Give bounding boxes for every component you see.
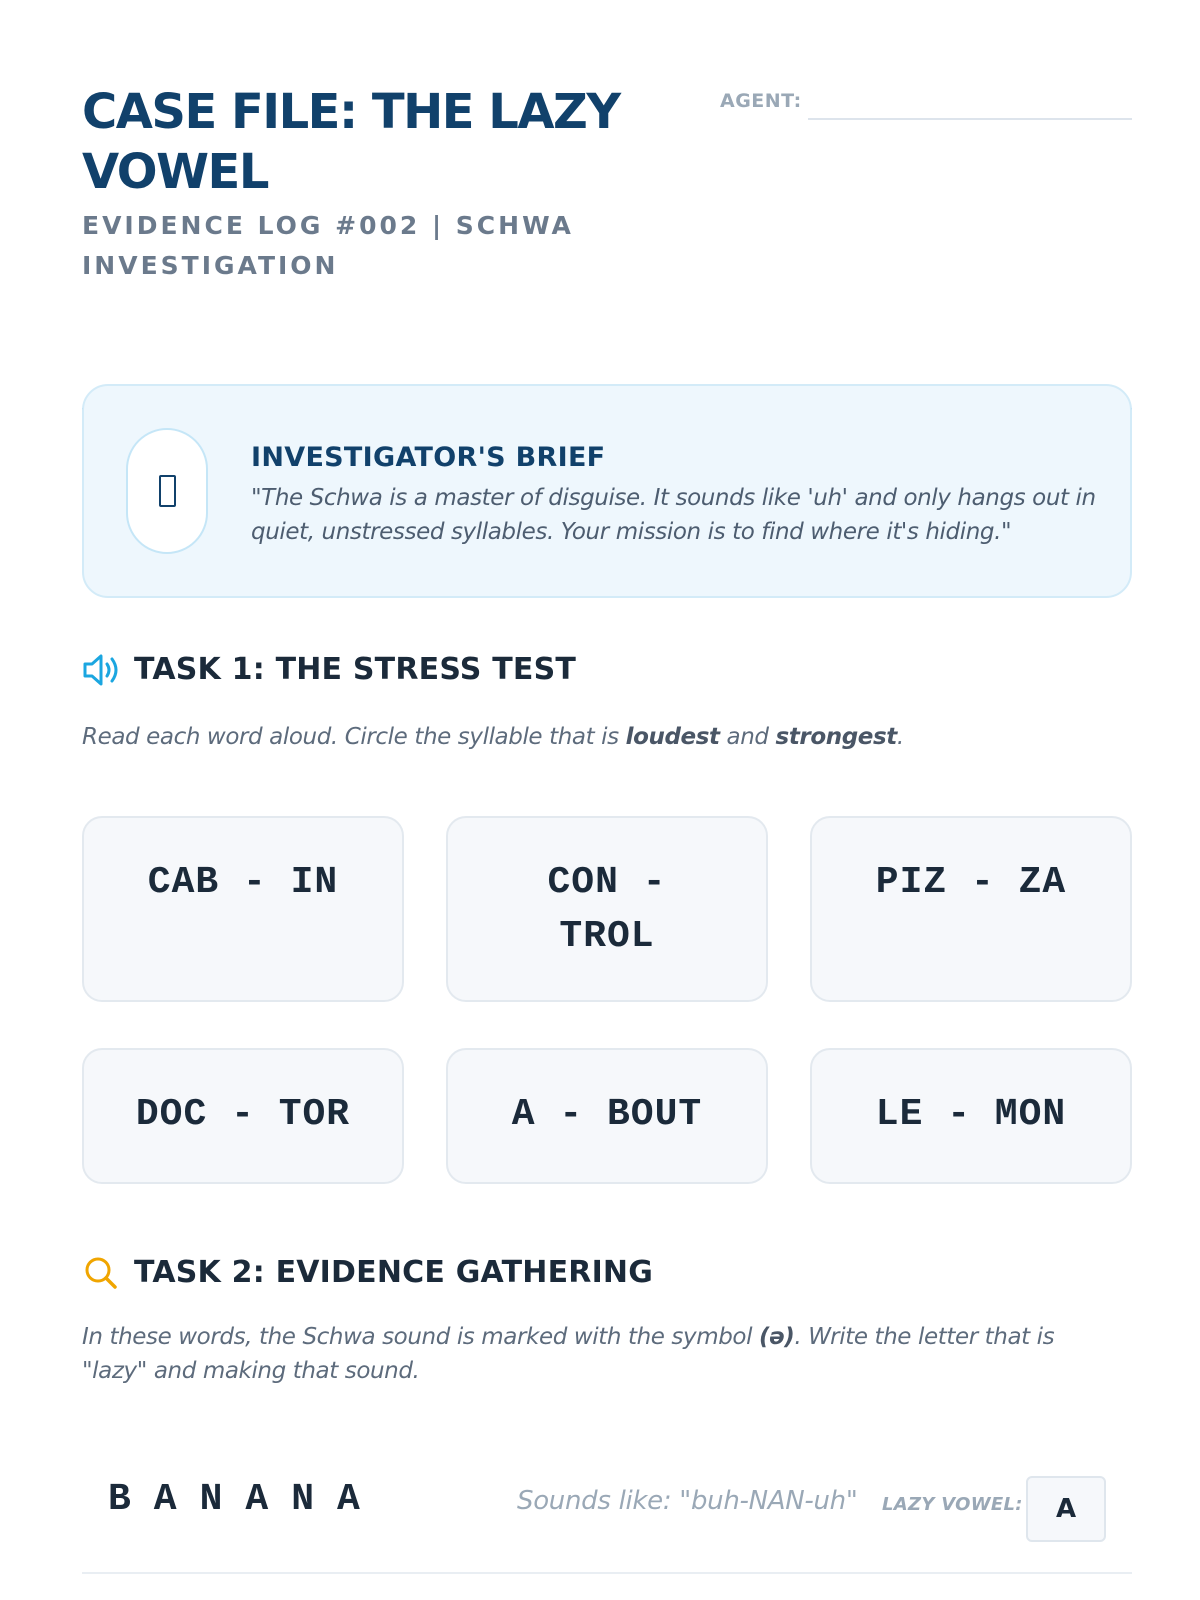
- word-card[interactable]: DOC - TOR: [82, 1048, 404, 1184]
- task1-header: [82, 650, 1132, 690]
- header: [82, 82, 1132, 332]
- worksheet-page: [82, 0, 1132, 1600]
- placeholder-glyph-icon: [159, 475, 176, 507]
- speaker-icon: [82, 652, 122, 688]
- agent-label: AGENT:: [720, 90, 802, 112]
- evidence-row: [82, 1438, 1132, 1574]
- word-card[interactable]: LE - MON: [810, 1048, 1132, 1184]
- page-title: CASE FILE: THE LAZY VOWEL: [82, 84, 620, 200]
- task1-title: TASK 1: THE STRESS TEST: [134, 652, 577, 687]
- lazy-vowel-input[interactable]: A: [1026, 1476, 1106, 1542]
- word-card[interactable]: CON - TROL: [446, 816, 768, 1002]
- task2-instructions: In these words, the Schwa sound is marked with the symbol (ə). Write the letter that is "lazy" and making that sound.: [82, 1324, 1055, 1384]
- agent-input-line[interactable]: [808, 118, 1132, 120]
- magnifier-icon: [82, 1255, 122, 1291]
- evidence-word: BANANA: [108, 1478, 383, 1521]
- task2-title: TASK 2: EVIDENCE GATHERING: [134, 1255, 654, 1290]
- brief-badge: [126, 428, 208, 554]
- investigator-brief: [82, 384, 1132, 598]
- word-card[interactable]: PIZ - ZA: [810, 816, 1132, 1002]
- page-subtitle: EVIDENCE LOG #002 | SCHWA INVESTIGATION: [82, 211, 574, 280]
- pronunciation-hint: Sounds like: "buh-NAN-uh": [517, 1486, 858, 1516]
- task1-instructions: Read each word aloud. Circle the syllable that is loudest and strongest.: [82, 724, 904, 750]
- agent-field[interactable]: [720, 88, 1132, 124]
- word-card[interactable]: A - BOUT: [446, 1048, 768, 1184]
- task2-header: [82, 1253, 1132, 1293]
- brief-title: INVESTIGATOR'S BRIEF: [251, 442, 606, 473]
- brief-quote: "The Schwa is a master of disguise. It sounds like 'uh' and only hangs out in quiet, unstressed syllables. Your mission is to find where it's hiding.": [251, 485, 1096, 545]
- word-card[interactable]: CAB - IN: [82, 816, 404, 1002]
- lazy-vowel-label: LAZY VOWEL:: [882, 1494, 1023, 1515]
